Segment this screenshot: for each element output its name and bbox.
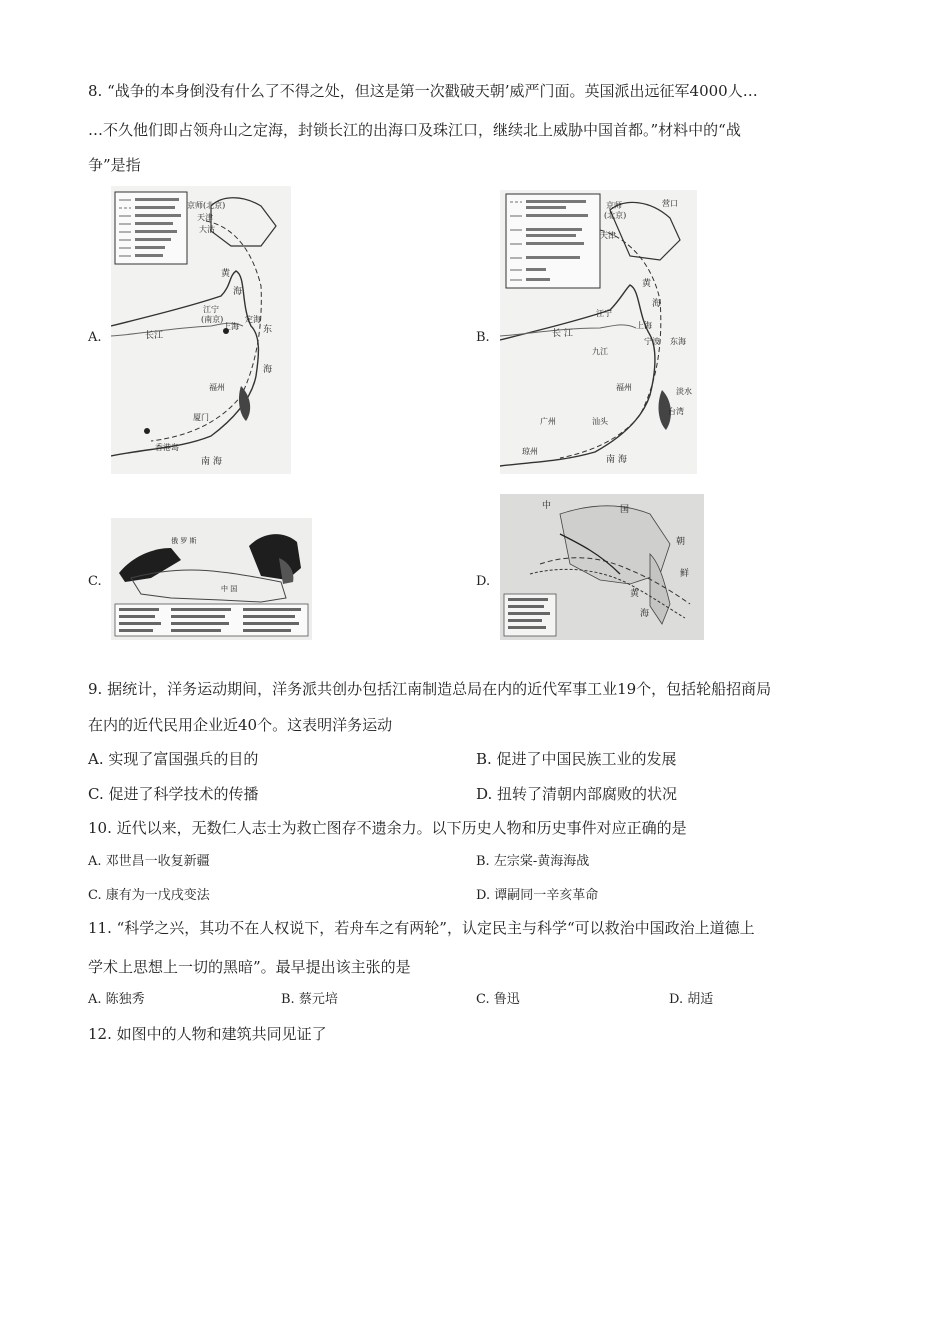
map-c-label-2: 中 国 (221, 585, 238, 593)
map-a-city-1: 江宁 (203, 305, 219, 314)
map-b-city-1: 江宁 (596, 309, 612, 318)
map-b-place-1: 京师 (606, 201, 622, 210)
map-option-b (500, 190, 697, 474)
q9-option-a: A. 实现了富国强兵的目的 (88, 750, 259, 768)
map-b-city-8: 淡水 (676, 387, 692, 396)
map-b-place-4: 天津 (600, 231, 616, 240)
q10-option-c: C. 康有为一戊戌变法 (88, 888, 210, 903)
map-a-river: 长江 (145, 331, 164, 341)
map-a-city-4: 定海 (245, 315, 261, 324)
map-b-city-4: 九江 (592, 347, 608, 356)
map-a-city-5: 福州 (209, 383, 225, 392)
q10-option-a: A. 邓世昌一收复新疆 (88, 854, 210, 869)
map-b-sea-1: 黄 (642, 279, 652, 289)
q8-stem-line-1: 8. “战争的本身倒没有什么了不得之处，但这是第一次戳破天朝’威严门面。英国派出远征军4000人… (88, 82, 758, 100)
map-b-city-7: 汕头 (592, 417, 608, 426)
q9-stem-line-2: 在内的近代民用企业近40个。这表明洋务运动 (88, 716, 393, 734)
map-a-sea-2: 海 (233, 287, 243, 297)
map-a-city-2: (南京) (201, 315, 224, 324)
q9-option-d: D. 扭转了清朝内部腐败的状况 (476, 785, 678, 803)
map-d-label-5: 黄 (630, 589, 640, 599)
map-b-city-9: 台湾 (668, 407, 684, 416)
q11-option-a: A. 陈独秀 (88, 992, 145, 1007)
map-b-place-2: (北京) (604, 211, 627, 220)
q11-stem-line-1: 11. “科学之兴，其功不在人权说下，若舟车之有两轮”，认定民主与科学“可以救治中国政治上道德上 (88, 919, 755, 937)
q11-option-d: D. 胡适 (669, 992, 714, 1007)
map-b-city-2: 上海 (636, 321, 652, 330)
map-option-d (500, 494, 704, 640)
map-d-label-3: 朝 (676, 537, 686, 547)
q8-option-d-label: D. (476, 574, 491, 589)
map-a-sea-3: 东 (263, 325, 273, 335)
map-b-river: 长 江 (552, 329, 573, 339)
q8-option-a-label: A. (88, 330, 102, 345)
map-a-sea-1: 黄 (221, 269, 231, 279)
map-a-south-sea: 南 海 (201, 457, 222, 467)
map-b-sea-2: 海 (652, 299, 662, 309)
q12-stem: 12. 如图中的人物和建筑共同见证了 (88, 1025, 327, 1043)
q11-stem-line-2: 学术上思想上一切的黑暗”。最早提出该主张的是 (88, 958, 411, 976)
map-a-place-3: 大沽 (199, 225, 215, 234)
q10-option-b: B. 左宗棠-黄海海战 (476, 854, 590, 869)
q10-stem: 10. 近代以来，无数仁人志士为救亡图存不遗余力。以下历史人物和历史事件对应正确的是 (88, 819, 687, 837)
map-d-label-2: 国 (620, 505, 630, 515)
q10-option-d: D. 谭嗣同一辛亥革命 (476, 888, 599, 903)
q8-option-c-label: C. (88, 574, 102, 589)
map-a-sea-4: 海 (263, 365, 273, 375)
map-d-label-4: 鲜 (680, 569, 690, 579)
q8-stem-line-2: …不久他们即占领舟山之定海，封锁长江的出海口及珠江口，继续北上威胁中国首都。”材料中的“战 (88, 121, 741, 139)
map-option-a (111, 186, 291, 474)
q8-option-b-label: B. (476, 330, 490, 345)
map-option-c (111, 518, 312, 640)
map-b-city-3: 宁波 (644, 337, 660, 346)
map-d-label-6: 海 (640, 609, 650, 619)
map-a-place-2: 天津 (197, 213, 213, 222)
map-b-city-6: 福州 (616, 383, 632, 392)
q9-stem-line-1: 9. 据统计，洋务运动期间，洋务派共创办包括江南制造总局在内的近代军事工业19个，包括轮船招商局 (88, 680, 772, 698)
q8-stem-line-3: 争”是指 (88, 156, 141, 174)
q11-option-b: B. 蔡元培 (281, 992, 338, 1007)
map-a-place-1: 京师(北京) (187, 201, 226, 210)
map-a-city-6: 厦门 (193, 413, 209, 422)
map-d-label-1: 中 (542, 501, 552, 511)
map-b-city-5: 东海 (670, 337, 686, 346)
map-b-south-sea: 南 海 (606, 455, 627, 465)
map-a-city-3: 上海 (223, 322, 239, 331)
q9-option-c: C. 促进了科学技术的传播 (88, 785, 259, 803)
map-b-place-3: 营口 (662, 199, 678, 208)
map-a-city-7: 香港岛 (155, 443, 179, 452)
map-c-label-1: 俄 罗 斯 (171, 537, 197, 545)
map-b-city-10: 广州 (540, 417, 556, 426)
map-b-city-11: 琼州 (522, 447, 538, 456)
q9-option-b: B. 促进了中国民族工业的发展 (476, 750, 677, 768)
q11-option-c: C. 鲁迅 (476, 992, 520, 1007)
